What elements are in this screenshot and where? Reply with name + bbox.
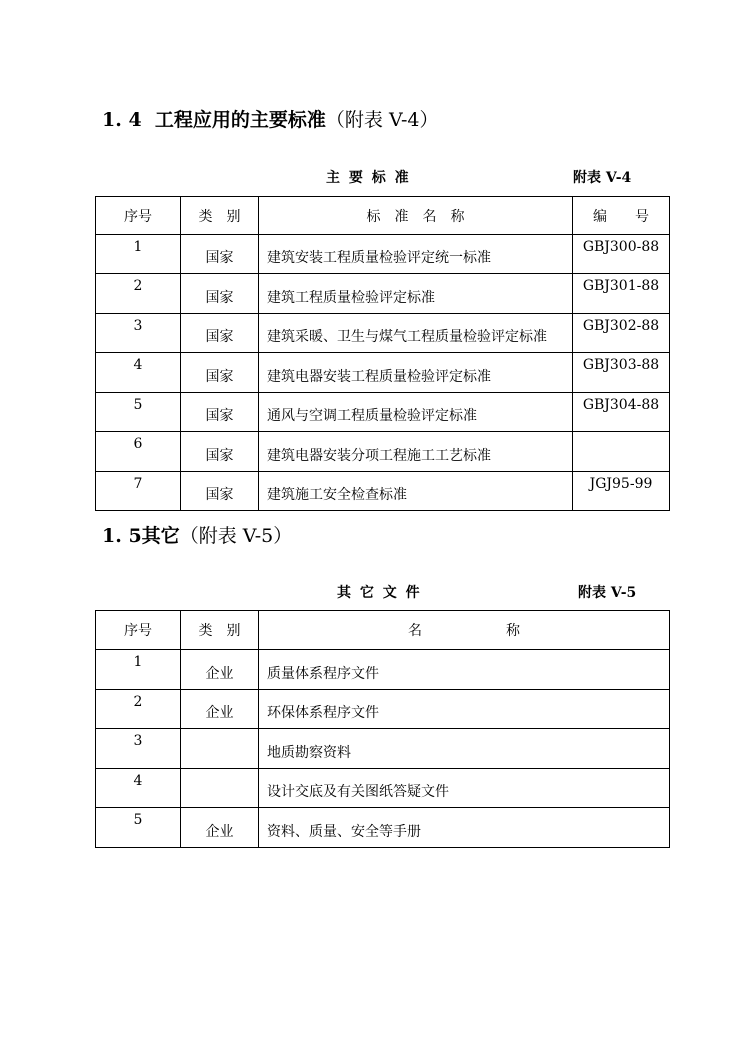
row-code: GBJ300-88 <box>573 235 670 274</box>
table-annex-label-v4: 附表 V-4 <box>573 170 632 186</box>
table-row <box>96 393 670 432</box>
header-category: 类 别 <box>181 611 259 650</box>
row-seq: 1 <box>96 650 181 690</box>
row-category: 国家 <box>181 393 259 432</box>
row-category: 国家 <box>181 432 259 472</box>
row-code: GBJ304-88 <box>573 393 670 432</box>
section-number: 1. 5 <box>102 525 142 547</box>
row-name: 地质勘察资料 <box>259 729 670 769</box>
table-annex-label-v5: 附表 V-5 <box>578 585 637 601</box>
header-seq: 序号 <box>96 197 181 235</box>
row-category: 企业 <box>181 808 259 848</box>
table-caption-standards: 主 要 标 准 <box>326 170 411 186</box>
row-name: 资料、质量、安全等手册 <box>259 808 670 848</box>
row-category: 国家 <box>181 235 259 274</box>
row-name: 建筑安装工程质量检验评定统一标准 <box>259 235 573 274</box>
header-code: 编 号 <box>573 197 670 235</box>
table-row <box>96 314 670 353</box>
row-name: 设计交底及有关图纸答疑文件 <box>259 769 670 808</box>
row-name: 通风与空调工程质量检验评定标准 <box>259 393 573 432</box>
row-name: 环保体系程序文件 <box>259 690 670 729</box>
row-seq: 2 <box>96 274 181 314</box>
row-category: 国家 <box>181 274 259 314</box>
row-seq: 4 <box>96 769 181 808</box>
header-category: 类 别 <box>181 197 259 235</box>
row-category: 企业 <box>181 650 259 690</box>
table-row <box>96 432 670 472</box>
section-title: 其它 <box>141 525 180 547</box>
row-category: 企业 <box>181 690 259 729</box>
table-row <box>96 808 670 848</box>
table-row <box>96 274 670 314</box>
section-title: 工程应用的主要标准 <box>154 109 326 131</box>
row-category <box>181 729 259 769</box>
row-code: GBJ302-88 <box>573 314 670 353</box>
table-row <box>96 353 670 393</box>
row-seq: 3 <box>96 729 181 769</box>
table-row <box>96 769 670 808</box>
table-row <box>96 472 670 511</box>
row-category: 国家 <box>181 353 259 393</box>
table-row <box>96 690 670 729</box>
table-header-row <box>96 197 670 235</box>
section-annex-ref: （附表 V-5） <box>179 525 293 547</box>
row-category: 国家 <box>181 314 259 353</box>
row-name: 质量体系程序文件 <box>259 650 670 690</box>
header-name: 标 准 名 称 <box>259 197 573 235</box>
row-seq: 1 <box>96 235 181 274</box>
section-number: 1. 4 <box>102 109 142 131</box>
section-heading-1-5 <box>102 521 292 548</box>
row-seq: 4 <box>96 353 181 393</box>
row-category <box>181 769 259 808</box>
section-heading-1-4 <box>102 105 438 132</box>
other-documents-table <box>95 610 670 848</box>
header-seq: 序号 <box>96 611 181 650</box>
row-category: 国家 <box>181 472 259 511</box>
row-code: GBJ301-88 <box>573 274 670 314</box>
standards-table <box>95 196 670 511</box>
table-row <box>96 650 670 690</box>
row-seq: 2 <box>96 690 181 729</box>
row-seq: 3 <box>96 314 181 353</box>
row-name: 建筑电器安装工程质量检验评定标准 <box>259 353 573 393</box>
table-caption-other-documents: 其 它 文 件 <box>337 585 422 601</box>
row-name: 建筑电器安装分项工程施工工艺标准 <box>259 432 573 472</box>
header-name: 名 称 <box>259 611 670 650</box>
row-seq: 7 <box>96 472 181 511</box>
row-seq: 6 <box>96 432 181 472</box>
table-header-row <box>96 611 670 650</box>
table-row <box>96 235 670 274</box>
row-name: 建筑施工安全检查标准 <box>259 472 573 511</box>
row-code <box>573 432 670 472</box>
row-code: GBJ303-88 <box>573 353 670 393</box>
section-annex-ref: （附表 V-4） <box>325 109 439 131</box>
row-seq: 5 <box>96 393 181 432</box>
row-code: JGJ95-99 <box>573 472 670 511</box>
row-name: 建筑工程质量检验评定标准 <box>259 274 573 314</box>
row-name: 建筑采暖、卫生与煤气工程质量检验评定标准 <box>259 314 573 353</box>
table-row <box>96 729 670 769</box>
row-seq: 5 <box>96 808 181 848</box>
